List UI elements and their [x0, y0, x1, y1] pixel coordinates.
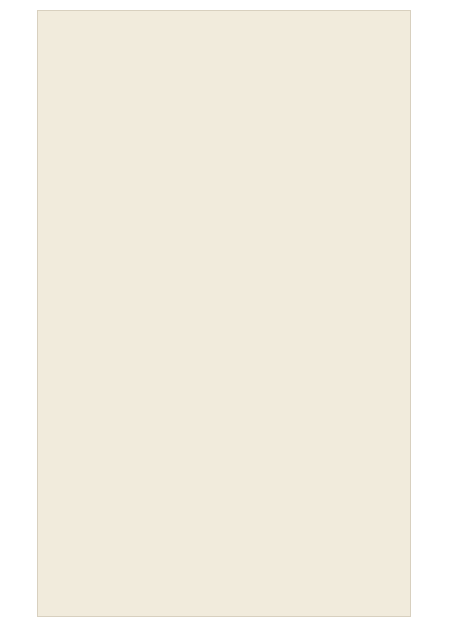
toc-section-top	[97, 112, 357, 326]
image-caption	[0, 617, 449, 640]
toc-section-bottom	[97, 354, 382, 562]
